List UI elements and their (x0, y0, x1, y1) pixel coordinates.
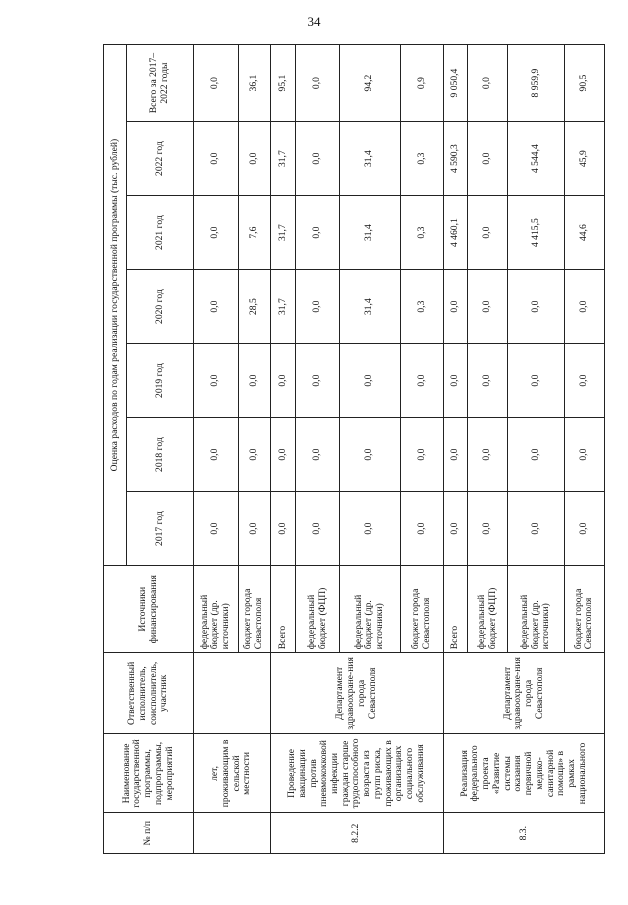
row-source: Всего (444, 566, 468, 653)
value-cell: 0,0 (238, 418, 270, 492)
table-header (104, 45, 194, 854)
table-body (194, 45, 605, 854)
row-source: бюджет города Севастополя (400, 566, 443, 653)
table-row (270, 45, 296, 854)
row-num: 8.3. (444, 813, 605, 854)
header-year-2017: 2017 год (127, 492, 194, 566)
value-cell: 0,0 (444, 344, 468, 418)
value-cell: 0,3 (400, 122, 443, 196)
row-name: Проведение вакцинации против пневмококковой инфекции граждан старше трудоспособного возраста из групп риска, проживающих в организациях социального обслуживания (270, 734, 444, 813)
value-cell: 36,1 (238, 45, 270, 122)
value-cell: 0,0 (238, 492, 270, 566)
value-cell: 4 590,3 (444, 122, 468, 196)
row-executor (194, 653, 271, 734)
row-source: Всего (270, 566, 296, 653)
value-cell: 0,0 (468, 45, 508, 122)
value-cell: 0,0 (194, 492, 239, 566)
value-cell: 0,0 (339, 492, 400, 566)
value-cell: 0,0 (564, 270, 604, 344)
value-cell: 0,0 (296, 418, 339, 492)
row-name: Реализация федерального проекта «Развитие системы оказания первичной медико-санитарной помощи» в рамках национального (444, 734, 605, 813)
row-source: федеральный бюджет (ФЦП) (468, 566, 508, 653)
value-cell: 0,0 (296, 122, 339, 196)
value-cell: 0,0 (468, 344, 508, 418)
value-cell: 0,0 (238, 122, 270, 196)
value-cell: 0,0 (508, 492, 564, 566)
value-cell: 31,7 (270, 270, 296, 344)
value-cell: 0,0 (564, 418, 604, 492)
row-executor: Департамент здравоохране-ния города Севастополя (270, 653, 444, 734)
value-cell: 0,9 (400, 45, 443, 122)
value-cell: 0,0 (296, 45, 339, 122)
value-cell: 0,0 (296, 196, 339, 270)
rotated-table-container (103, 44, 605, 854)
value-cell: 9 050,4 (444, 45, 468, 122)
value-cell: 0,0 (194, 122, 239, 196)
value-cell: 0,0 (270, 344, 296, 418)
header-year-2021: 2021 год (127, 196, 194, 270)
row-source: бюджет города Севастополя (238, 566, 270, 653)
row-source: бюджет города Севастополя (564, 566, 604, 653)
row-name: лет, проживающим в сельской местности (194, 734, 271, 813)
header-name: Наименование государственной программы, подпрограммы, мероприятий (104, 734, 194, 813)
value-cell: 0,0 (508, 270, 564, 344)
header-num: № п/п (104, 813, 194, 854)
value-cell: 0,0 (468, 196, 508, 270)
row-executor: Департамент здравоохране-ния города Севастополя (444, 653, 605, 734)
value-cell: 45,9 (564, 122, 604, 196)
header-year-2022: 2022 год (127, 122, 194, 196)
value-cell: 0,0 (468, 418, 508, 492)
value-cell: 31,7 (270, 196, 296, 270)
table-row (194, 45, 239, 854)
value-cell: 0,0 (339, 344, 400, 418)
header-year-2020: 2020 год (127, 270, 194, 344)
value-cell: 0,0 (238, 344, 270, 418)
value-cell: 0,0 (444, 418, 468, 492)
value-cell: 0,0 (400, 492, 443, 566)
value-cell: 0,3 (400, 196, 443, 270)
value-cell: 44,6 (564, 196, 604, 270)
value-cell: 0,0 (564, 344, 604, 418)
value-cell: 0,3 (400, 270, 443, 344)
value-cell: 0,0 (270, 418, 296, 492)
value-cell: 4 415,5 (508, 196, 564, 270)
header-executor: Ответственный исполнитель, соисполнитель, участник (104, 653, 194, 734)
value-cell: 90,5 (564, 45, 604, 122)
value-cell: 4 544,4 (508, 122, 564, 196)
header-group-title: Оценка расходов по годам реализации государственной программы (тыс. рублей) (104, 45, 127, 566)
value-cell: 0,0 (270, 492, 296, 566)
page-number: 34 (307, 14, 321, 29)
budget-table (103, 44, 605, 854)
value-cell: 0,0 (468, 270, 508, 344)
value-cell: 31,4 (339, 122, 400, 196)
value-cell: 0,0 (194, 45, 239, 122)
value-cell: 0,0 (564, 492, 604, 566)
value-cell: 8 959,9 (508, 45, 564, 122)
row-source: федеральный бюджет (ФЦП) (296, 566, 339, 653)
value-cell: 0,0 (444, 270, 468, 344)
value-cell: 0,0 (400, 418, 443, 492)
value-cell: 31,4 (339, 270, 400, 344)
value-cell: 0,0 (468, 122, 508, 196)
value-cell: 0,0 (508, 418, 564, 492)
value-cell: 0,0 (194, 270, 239, 344)
value-cell: 0,0 (194, 344, 239, 418)
value-cell: 0,0 (444, 492, 468, 566)
row-num (194, 813, 271, 854)
row-source: федеральный бюджет (др. источники) (339, 566, 400, 653)
value-cell: 0,0 (296, 344, 339, 418)
value-cell: 0,0 (400, 344, 443, 418)
value-cell: 95,1 (270, 45, 296, 122)
value-cell: 0,0 (296, 492, 339, 566)
value-cell: 4 460,1 (444, 196, 468, 270)
value-cell: 0,0 (339, 418, 400, 492)
value-cell: 7,6 (238, 196, 270, 270)
row-source: федеральный бюджет (др. источники) (508, 566, 564, 653)
value-cell: 0,0 (194, 418, 239, 492)
value-cell: 0,0 (468, 492, 508, 566)
value-cell: 94,2 (339, 45, 400, 122)
value-cell: 0,0 (194, 196, 239, 270)
header-year-2018: 2018 год (127, 418, 194, 492)
row-source: федеральный бюджет (др. источники) (194, 566, 239, 653)
value-cell: 0,0 (296, 270, 339, 344)
value-cell: 28,5 (238, 270, 270, 344)
value-cell: 0,0 (508, 344, 564, 418)
table-row (444, 45, 468, 854)
header-source: Источники финансирования (104, 566, 194, 653)
value-cell: 31,4 (339, 196, 400, 270)
header-total: Всего за 2017–2022 годы (127, 45, 194, 122)
row-num: 8.2.2 (270, 813, 444, 854)
header-year-2019: 2019 год (127, 344, 194, 418)
value-cell: 31,7 (270, 122, 296, 196)
